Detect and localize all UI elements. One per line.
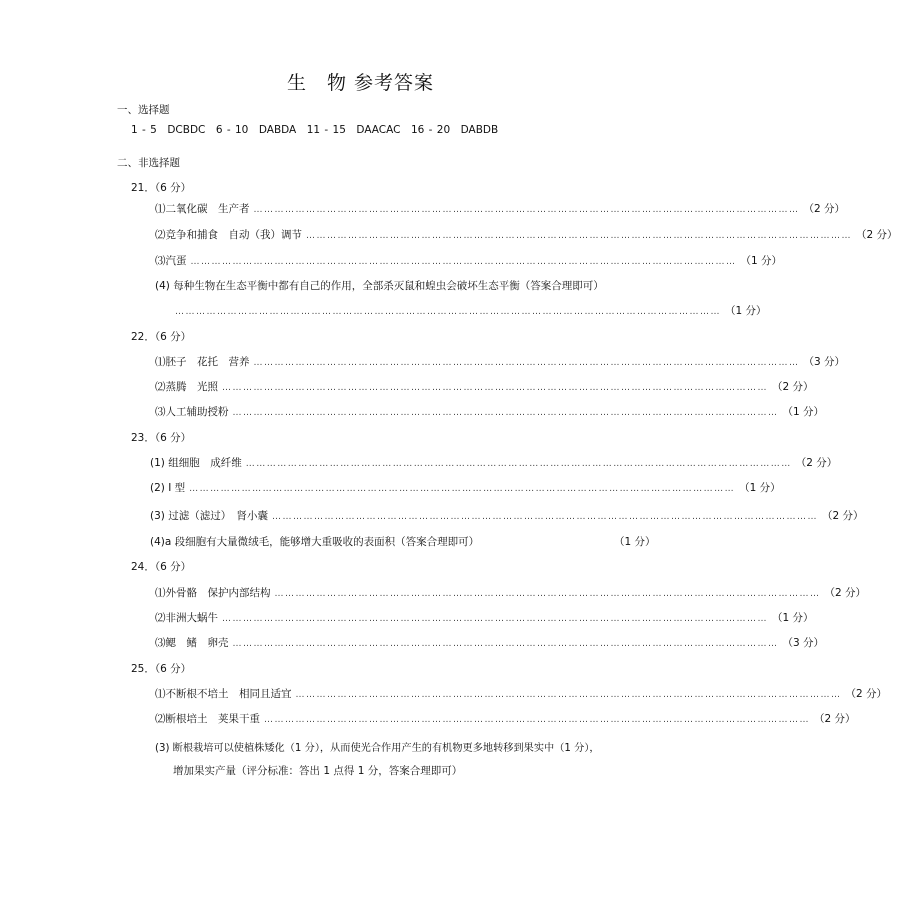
- dot-leader: …………………………………………………………………………………………………………………………………………: [232, 408, 779, 418]
- answer-text: ⑵非洲大蜗牛: [155, 612, 218, 624]
- dot-leader: …………………………………………………………………………………………………………………………………………: [264, 715, 810, 725]
- score: （1 分）: [725, 305, 767, 317]
- answer-text: ⑴二氧化碳 生产者: [155, 203, 250, 215]
- dot-leader: …………………………………………………………………………………………………………………………………………: [232, 639, 779, 649]
- q24-answer-3: [155, 635, 825, 650]
- dot-leader: …………………………………………………………………………………………………………………………………………: [189, 484, 736, 494]
- score: （2 分）: [803, 203, 846, 215]
- dot-leader: …………………………………………………………………………………………………………………………………………: [306, 231, 852, 241]
- section1-heading: 一、选择题: [117, 104, 170, 116]
- choice-answers: 1 - 5 DCBDC 6 - 10 DABDA 11 - 15 DAACAC 16 - 20 DABDB: [131, 124, 499, 136]
- dot-leader: …………………………………………………………………………………………………………………………………………: [253, 205, 800, 215]
- q24-header: 24．（6 分）: [131, 561, 192, 573]
- dot-leader: …………………………………………………………………………………………………………………………………………: [253, 358, 800, 368]
- q21-header: 21．（6 分）: [131, 182, 192, 194]
- score: （1 分）: [739, 482, 781, 494]
- score: （2 分）: [845, 688, 888, 700]
- dot-leader: …………………………………………………………………………………………………………………………………………: [245, 459, 792, 469]
- q22-answer-3: [155, 404, 825, 419]
- dot-leader: …………………………………………………………………………………………………………………………………………: [222, 614, 768, 624]
- score: （2 分）: [795, 457, 838, 469]
- answer-text: ⑶汽蛋: [155, 255, 187, 267]
- answer-text: ⑴胚子 花托 营养: [155, 356, 250, 368]
- q23-header: 23．（6 分）: [131, 432, 192, 444]
- q21-answer-3: [155, 253, 783, 268]
- q25-answer-2: [155, 711, 856, 726]
- score: （2 分）: [856, 229, 898, 241]
- score: （1 分）: [772, 612, 814, 624]
- q24-answer-2: [155, 610, 814, 625]
- dot-leader: …………………………………………………………………………………………………………………………………………: [295, 690, 842, 700]
- dot-leader: …………………………………………………………………………………………………………………………………………: [271, 512, 818, 522]
- q22-header: 22．（6 分）: [131, 331, 192, 343]
- q23-answer-2: [150, 480, 781, 495]
- answer-text: ⑴外骨骼 保护内部结构: [155, 587, 271, 599]
- q21-answer-4-score-line: [175, 303, 767, 318]
- answer-text: ⑴不断根不培土 相同且适宜: [155, 688, 292, 700]
- q21-answer-4-text: (4) 每种生物在生态平衡中都有自己的作用，全部杀灭鼠和蝗虫会破坏生态平衡（答案合理即可）: [155, 280, 604, 292]
- answer-text: (3) 过滤（滤过） 肾小囊: [150, 510, 268, 522]
- answer-text: ⑶人工辅助授粉: [155, 406, 229, 418]
- q21-answer-2: [155, 227, 898, 242]
- score: （2 分）: [772, 381, 814, 393]
- q25-answer-1: [155, 686, 888, 701]
- answer-text: (1) 组细胞 成纤维: [150, 457, 242, 469]
- score: （2 分）: [824, 587, 867, 599]
- q23-answer-4-text: (4)a 段细胞有大量微绒毛，能够增大重吸收的表面积（答案合理即可）: [150, 536, 480, 548]
- answer-text: ⑵蒸腾 光照: [155, 381, 218, 393]
- page-title: 生 物 参考答案: [287, 72, 435, 94]
- q25-answer-3-line2: 增加果实产量（评分标准：答出 1 点得 1 分，答案合理即可）: [173, 765, 463, 777]
- score: （2 分）: [814, 713, 856, 725]
- answer-text: ⑵竞争和捕食 自动（我）调节: [155, 229, 302, 241]
- dot-leader: …………………………………………………………………………………………………………………………………………: [175, 307, 721, 317]
- q22-answer-1: [155, 354, 846, 369]
- q25-answer-3-line1: (3) 断根栽培可以使植株矮化（1 分），从而使光合作用产生的有机物更多地转移到果实中（1 分），: [155, 743, 600, 754]
- section2-heading: 二、非选择题: [117, 157, 180, 169]
- answer-text: (2) Ⅰ 型: [150, 482, 186, 494]
- q21-answer-1: [155, 201, 846, 216]
- q23-answer-3: [150, 508, 864, 523]
- dot-leader: …………………………………………………………………………………………………………………………………………: [222, 383, 768, 393]
- answer-text: ⑵断根培土 荚果干重: [155, 713, 260, 725]
- q22-answer-2: [155, 379, 814, 394]
- dot-leader: …………………………………………………………………………………………………………………………………………: [190, 257, 737, 267]
- q23-answer-4-score: （1 分）: [614, 536, 656, 548]
- score: （3 分）: [803, 356, 846, 368]
- q23-answer-1: [150, 455, 838, 470]
- score: （1 分）: [740, 255, 783, 267]
- score: （2 分）: [821, 510, 864, 522]
- q25-header: 25．（6 分）: [131, 663, 192, 675]
- dot-leader: …………………………………………………………………………………………………………………………………………: [274, 589, 821, 599]
- answer-text: ⑶鳃 鳍 卵壳: [155, 637, 229, 649]
- score: （1 分）: [782, 406, 825, 418]
- q24-answer-1: [155, 585, 867, 600]
- score: （3 分）: [782, 637, 825, 649]
